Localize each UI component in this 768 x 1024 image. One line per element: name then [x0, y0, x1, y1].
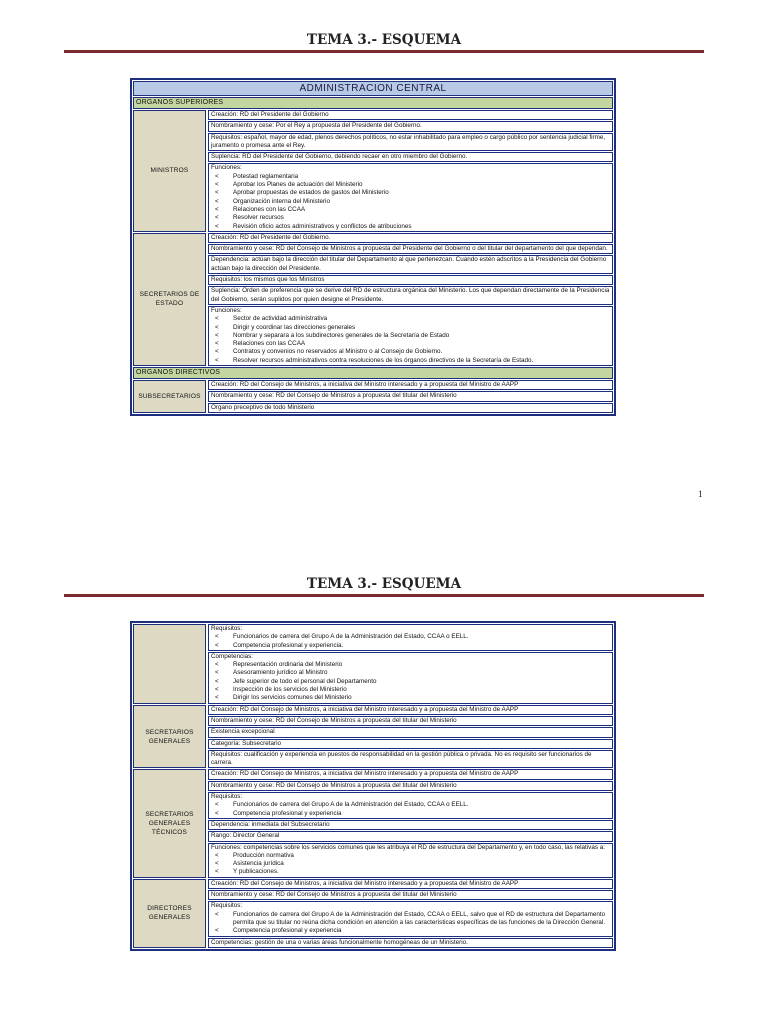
page-title: TEMA 3.- ESQUEMA: [306, 32, 462, 48]
bullet-item: [211, 642, 610, 650]
bullet-text: Nombrar y separara a los subdirectores generales de la Secretaría de Estado: [233, 331, 450, 339]
row-nombramiento: Nombramiento y cese: Por el Rey a propuesta del Presidente del Gobierno.: [208, 121, 613, 131]
bullet-marker: <: [215, 356, 219, 364]
bullet-item: [211, 678, 610, 686]
group-directores: [133, 879, 613, 948]
bullet-text: Revisión oficio actos administrativos y conflictos de atribuciones: [233, 222, 412, 230]
bullet-item: [211, 181, 610, 189]
funciones-title: Funciones:: [211, 306, 242, 314]
row-nombramiento: Nombramiento y cese: RD del Consejo de Ministros a propuesta del Presidente del Gobierno o del titular del departamento del que dependan.: [208, 244, 613, 254]
group-label: DIRECTORES GENERALES: [133, 879, 206, 948]
bullet-item: [211, 801, 610, 809]
row-nombramiento: Nombramiento y cese: RD del Consejo de Ministros a propuesta del titular del Ministerio: [208, 890, 613, 900]
bullet-marker: <: [215, 197, 219, 205]
row-requisitos: [208, 901, 613, 936]
bullet-text: Resolver recursos administrativos contra resoluciones de los órganos directivos de la Secretaría de Estado.: [233, 356, 534, 364]
bullet-marker: <: [215, 315, 219, 323]
bullet-marker: <: [215, 340, 219, 348]
group-secretarios-generales: [133, 705, 613, 769]
bullet-text: Representación ordinaria del Ministerio: [233, 661, 343, 669]
bullet-text: Asesoramiento jurídico al Ministro: [233, 669, 328, 677]
bullet-marker: <: [215, 910, 219, 918]
bullet-item: [211, 315, 610, 323]
group-label: SUBSECRETARIOS: [133, 380, 206, 413]
row-requisitos: Requisitos: cualificación y experiencia en puestos de responsabilidad en la gestión pública o privada. No es requisito ser funcionarios de carrera.: [208, 750, 613, 769]
bullet-text: Inspección de los servicios del Ministerio: [233, 686, 347, 694]
bullet-text: Competencia profesional y experiencia: [233, 809, 342, 817]
group-sgt: [133, 769, 613, 877]
group-ministros: [133, 110, 613, 232]
row-requisitos: [208, 792, 613, 819]
bullet-item: [211, 633, 610, 641]
bullet-text: Asistencia jurídica: [233, 860, 284, 868]
bullet-item: [211, 173, 610, 181]
bullet-marker: <: [215, 222, 219, 230]
row-organo: Órgano preceptivo de todo Ministerio: [208, 403, 613, 413]
bullet-item: [211, 223, 610, 231]
row-dependencia: Dependencia: inmediata del Subsecretario: [208, 820, 613, 830]
row-suplencia: Suplencia: RD del Presidente del Gobierno, debiendo recaer en otro miembro del Gobierno.: [208, 152, 613, 162]
funciones-title: Funciones:: [211, 164, 242, 172]
group-label: SECRETARIOS GENERALES TÉCNICOS: [133, 769, 206, 877]
page-title: TEMA 3.- ESQUEMA: [306, 576, 462, 592]
bullet-item: [211, 927, 610, 935]
bullet-text: Relaciones con las CCAA: [233, 340, 306, 348]
row-creacion: Creación: RD del Presidente del Gobierno.: [208, 233, 613, 243]
bullet-text: Contratos y convenios no reservados al Ministro o al Consejo de Gobierno.: [233, 348, 443, 356]
bullet-text: Dirigir los servicios comunes del Ministerio: [233, 694, 352, 702]
row-funciones: [208, 306, 613, 366]
bullet-marker: <: [215, 205, 219, 213]
bullet-marker: <: [215, 677, 219, 685]
bullet-marker: <: [215, 661, 219, 669]
bullet-marker: <: [215, 868, 219, 876]
page-number: 1: [698, 489, 703, 499]
row-competencias: Competencias: gestión de una o varias áreas funcionalmente homogéneas de un Ministerio.: [208, 938, 613, 948]
bullet-item: [211, 686, 610, 694]
scheme-table: [130, 78, 616, 416]
bullet-text: Potestad reglamentaria: [233, 172, 299, 180]
bullet-text: Competencia profesional y experiencia.: [233, 641, 344, 649]
bullet-marker: <: [215, 809, 219, 817]
group-label: SECRETARIOS GENERALES: [133, 705, 206, 769]
bullet-text: Sector de actividad administrativa: [233, 315, 328, 323]
bullet-marker: <: [215, 331, 219, 339]
bullet-text: Aprobar propuestas de estados de gastos del Ministerio: [233, 189, 389, 197]
row-creacion: Creación: RD del Consejo de Ministros, a iniciativa del Ministro interesado y a propuesta del Ministro de AAPP: [208, 879, 613, 889]
bullet-text: Funcionarios de carrera del Grupo A de la Administración del Estado, CCAA o EELL, salvo que el RD de estructura del Departamento permita que su titular no reúna dicha condición en atención a las características específicas de las funciones de la Dirección General.: [233, 910, 606, 926]
row-creacion: Creación: RD del Consejo de Ministros, a iniciativa del Ministro interesado y a propuesta del Ministro de AAPP: [208, 380, 613, 390]
group-label: SECRETARIOS DE ESTADO: [133, 233, 206, 366]
bullet-item: [211, 214, 610, 222]
bullet-marker: <: [215, 694, 219, 702]
bullet-item: [211, 198, 610, 206]
row-existencia: Existencia excepcional: [208, 727, 613, 737]
bullet-item: [211, 911, 610, 928]
row-requisitos: [208, 624, 613, 651]
bullet-item: [211, 661, 610, 669]
bullet-marker: <: [215, 927, 219, 935]
group-subsecretarios: [133, 380, 613, 413]
bullet-text: Competencia profesional y experiencia: [233, 927, 342, 935]
bullet-text: Producción normativa: [233, 851, 294, 859]
bullet-item: [211, 189, 610, 197]
group-label: [133, 624, 206, 704]
bullet-marker: <: [215, 860, 219, 868]
section-header: ORGANOS SUPERIORES: [133, 97, 613, 109]
row-nombramiento: Nombramiento y cese: RD del Consejo de Ministros a propuesta del titular del Ministerio: [208, 781, 613, 791]
row-categoria: Categoría: Subsecretario: [208, 739, 613, 749]
bullet-item: [211, 206, 610, 214]
bullet-item: [211, 860, 610, 868]
bullet-item: [211, 669, 610, 677]
bullet-text: Relaciones con las CCAA: [233, 205, 306, 213]
bullet-marker: <: [215, 851, 219, 859]
bullet-marker: <: [215, 172, 219, 180]
bullet-text: Dirigir y coordinar las direcciones generales: [233, 323, 356, 331]
row-requisitos: Requisitos: los mismos que los Ministros: [208, 275, 613, 285]
bullet-marker: <: [215, 633, 219, 641]
row-nombramiento: Nombramiento y cese: RD del Consejo de Ministros a propuesta del titular del Ministerio: [208, 716, 613, 726]
bullet-item: [211, 852, 610, 860]
bullet-text: Funcionarios de carrera del Grupo A de la Administración del Estado, CCAA o EELL.: [233, 801, 469, 809]
bullet-marker: <: [215, 214, 219, 222]
bullet-item: [211, 340, 610, 348]
table-header: ADMINISTRACION CENTRAL: [133, 81, 613, 96]
group-subsecretarios-cont: [133, 624, 613, 704]
row-creacion: Creación: RD del Presidente del Gobierno: [208, 110, 613, 120]
bullet-text: Funcionarios de carrera del Grupo A de la Administración del Estado, CCAA o EELL.: [233, 633, 469, 641]
requisitos-title: Requisitos:: [211, 625, 243, 632]
row-funciones: [208, 843, 613, 878]
bullet-text: Organización interna del Ministerio: [233, 197, 330, 205]
funciones-title: Funciones: competencias sobre los servicios comunes que les atribuya el RD de estructura del Departamento y, en todo caso, las relativas a:: [211, 843, 605, 851]
bullet-text: Aprobar los Planes de actuación del Ministerio: [233, 181, 363, 189]
competencias-title: Competencias:: [211, 652, 253, 660]
bullet-marker: <: [215, 189, 219, 197]
group-label: MINISTROS: [133, 110, 206, 232]
bullet-marker: <: [215, 669, 219, 677]
bullet-marker: <: [215, 686, 219, 694]
row-rango: Rango: Director General: [208, 831, 613, 841]
bullet-item: [211, 357, 610, 365]
row-requisitos: Requisitos: español, mayor de edad, plenos derechos políticos, no estar inhabilitado para empleo o cargo público por sentencia judicial firme, juramento o promesa ante el Rey.: [208, 133, 613, 152]
bullet-text: Y publicaciones.: [233, 868, 279, 876]
requisitos-title: Requisitos:: [211, 793, 243, 801]
bullet-marker: <: [215, 323, 219, 331]
row-creacion: Creación: RD del Consejo de Ministros, a iniciativa del Ministro interesado y a propuesta del Ministro de AAPP: [208, 705, 613, 715]
row-dependencia: Dependencia: actúan bajo la dirección del titular del Departamento al que pertenezcan. Cuando estén adscritos a la Presidencia del Gobierno actúan bajo la dirección del Presidente.: [208, 255, 613, 274]
bullet-item: [211, 348, 610, 356]
bullet-marker: <: [215, 641, 219, 649]
bullet-marker: <: [215, 181, 219, 189]
title-rule: [64, 594, 704, 597]
scheme-table: [130, 621, 616, 951]
bullet-item: [211, 810, 610, 818]
title-rule: [64, 50, 704, 53]
bullet-item: [211, 868, 610, 876]
bullet-marker: <: [215, 801, 219, 809]
bullet-item: [211, 332, 610, 340]
bullet-item: [211, 694, 610, 702]
bullet-text: Jefe superior de todo el personal del Departamento: [233, 677, 377, 685]
row-funciones: [208, 163, 613, 231]
row-competencias: [208, 652, 613, 704]
requisitos-title: Requisitos:: [211, 902, 243, 910]
bullet-item: [211, 324, 610, 332]
bullet-marker: <: [215, 348, 219, 356]
row-suplencia: Suplencia: Orden de preferencia que se derive del RD de estructura orgánica del Ministerio. Los que dependan directamente de la Presidencia del Gobierno, serán suplidos por quien designe el Presidente.: [208, 286, 613, 305]
section-header: ORGANOS DIRECTIVOS: [133, 367, 613, 379]
row-nombramiento: Nombramiento y cese: RD del Consejo de Ministros a propuesta del titular del Ministerio: [208, 391, 613, 401]
row-creacion: Creación: RD del Consejo de Ministros, a iniciativa del Ministro interesado y a propuesta del Ministro de AAPP: [208, 769, 613, 779]
group-secretarios-estado: [133, 233, 613, 366]
bullet-text: Resolver recursos: [233, 214, 284, 222]
